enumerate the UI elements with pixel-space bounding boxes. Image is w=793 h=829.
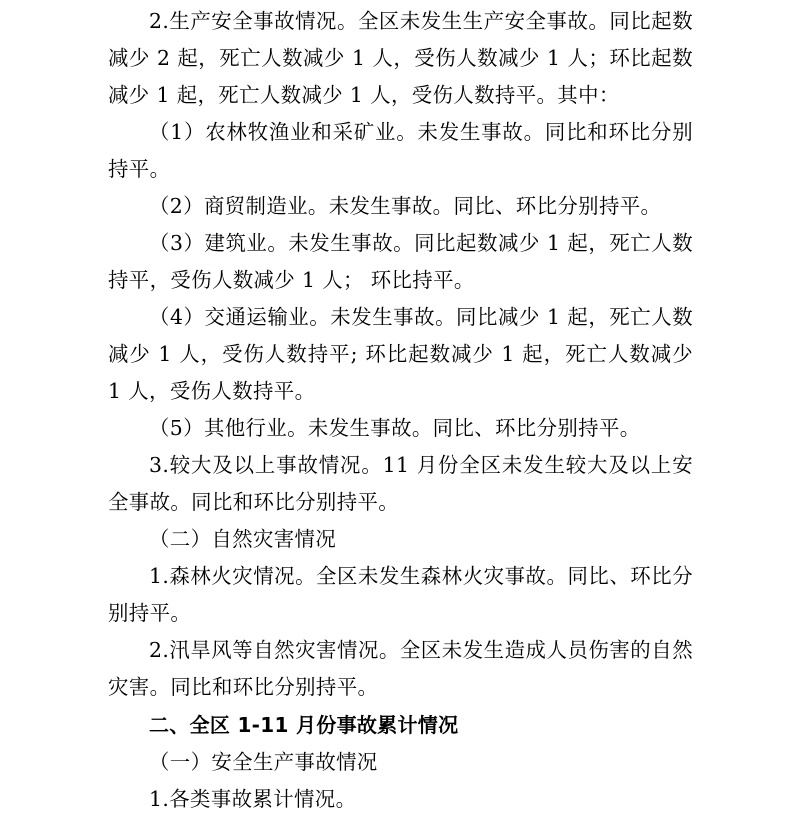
section-heading-cumulative: 二、全区 1-11 月份事故累计情况 <box>149 713 459 737</box>
subheading-natural-disasters: （二）自然灾害情况 <box>149 527 337 551</box>
paragraph-commerce-manufacturing: （2）商贸制造业。未发生事故。同比、环比分别持平。 <box>149 194 662 218</box>
paragraph-flood-drought-wind: 2.汛旱风等自然灾害情况。全区未发生造成人员伤害的自然灾害。同比和环比分别持平。 <box>108 638 693 699</box>
paragraph-agriculture-mining: （1）农林牧渔业和采矿业。未发生事故。同比和环比分别持平。 <box>108 120 693 181</box>
paragraph-transportation: （4）交通运输业。未发生事故。同比减少 1 起，死亡人数减少 1 人，受伤人数持平; 环比起数减少 1 起，死亡人数减少 1 人，受伤人数持平。 <box>108 305 693 403</box>
paragraph-cumulative-accidents: 1.各类事故累计情况。 <box>149 787 357 811</box>
subheading-production-safety: （一）安全生产事故情况 <box>149 750 378 774</box>
paragraph-production-accidents: 2.生产安全事故情况。全区未发生生产安全事故。同比起数减少 2 起，死亡人数减少 1 人，受伤人数减少 1 人；环比起数减少 1 起，死亡人数减少 1 人，受伤人数持平。其中： <box>108 9 693 107</box>
paragraph-major-accidents: 3.较大及以上事故情况。11 月份全区未发生较大及以上安全事故。同比和环比分别持平。 <box>108 453 693 514</box>
paragraph-construction: （3）建筑业。未发生事故。同比起数减少 1 起，死亡人数持平，受伤人数减少 1 人； 环比持平。 <box>108 231 693 292</box>
paragraph-forest-fire: 1.森林火灾情况。全区未发生森林火灾事故。同比、环比分别持平。 <box>108 564 693 625</box>
document-body <box>108 3 693 818</box>
paragraph-other-industries: （5）其他行业。未发生事故。同比、环比分别持平。 <box>149 416 641 440</box>
